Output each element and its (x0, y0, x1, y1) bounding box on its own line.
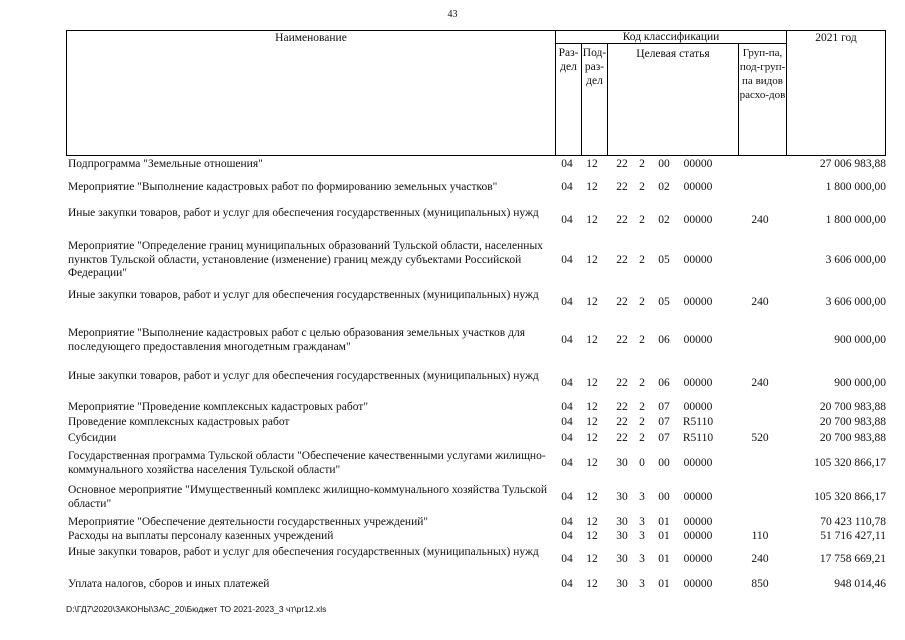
row-code-v: 110 (751, 530, 769, 542)
row-name: Мероприятие "Выполнение кадастровых работ с целью образования земельных участков для последующего предоставления многодетным гражданам" (68, 327, 525, 353)
row-code-c2: 2 (639, 334, 645, 346)
row-code-c3: 00 (658, 457, 670, 469)
table-row (68, 207, 886, 235)
row-code-p: 12 (586, 334, 598, 346)
row-code-c1: 22 (616, 181, 628, 193)
row-name: Подпрограмма "Земельные отношения" (68, 158, 263, 170)
row-code-c4: R5110 (682, 416, 714, 428)
row-code-r: 04 (561, 296, 573, 308)
table-row (68, 240, 886, 282)
row-code-r: 04 (561, 214, 573, 226)
row-name: Субсидии (68, 432, 117, 444)
table-row (68, 432, 886, 446)
row-code-c3: 07 (658, 416, 670, 428)
row-code-r: 04 (561, 416, 573, 428)
row-code-c1: 22 (616, 334, 628, 346)
row-name: Мероприятие "Выполнение кадастровых работ по формированию земельных участков" (68, 181, 498, 193)
row-code-v: 240 (751, 553, 769, 565)
row-code-r: 04 (561, 578, 573, 590)
row-code-c3: 02 (658, 214, 670, 226)
row-code-r: 04 (561, 401, 573, 413)
row-code-c1: 22 (616, 214, 628, 226)
row-code-c3: 00 (658, 158, 670, 170)
row-amount: 105 320 866,17 (814, 491, 886, 503)
row-name: Уплата налогов, сборов и иных платежей (68, 578, 270, 590)
row-code-c3: 07 (658, 432, 670, 444)
row-amount: 948 014,46 (834, 578, 886, 590)
row-code-c3: 05 (658, 296, 670, 308)
header-name: Наименование (275, 32, 347, 44)
row-code-c1: 22 (616, 254, 628, 266)
row-code-c1: 22 (616, 416, 628, 428)
page-number: 43 (447, 9, 458, 20)
row-code-p: 12 (586, 491, 598, 503)
row-code-c4: 00000 (683, 254, 713, 266)
table-row (68, 516, 886, 530)
row-code-p: 12 (586, 553, 598, 565)
row-code-c1: 22 (616, 296, 628, 308)
row-code-c2: 2 (639, 214, 645, 226)
header-code: Код классификации (622, 31, 720, 43)
row-code-c3: 01 (658, 530, 670, 542)
header-year: 2021 год (815, 32, 857, 44)
row-code-p: 12 (586, 578, 598, 590)
row-code-c4: 00000 (683, 181, 713, 193)
table-row (68, 327, 886, 355)
row-amount: 1 800 000,00 (825, 181, 886, 193)
row-code-v: 240 (751, 296, 769, 308)
header-gruppa: Груп-па, под-груп-па видов расхо-дов (739, 47, 786, 101)
row-code-c4: 00000 (683, 530, 713, 542)
row-code-c4: 00000 (683, 457, 713, 469)
row-code-c4: 00000 (683, 296, 713, 308)
table-row (68, 546, 886, 574)
row-code-p: 12 (586, 432, 598, 444)
row-code-c2: 2 (639, 181, 645, 193)
table-row (68, 578, 886, 592)
table-row (68, 370, 886, 398)
row-code-c3: 06 (658, 377, 670, 389)
row-code-c4: 00000 (683, 401, 713, 413)
row-code-c3: 05 (658, 254, 670, 266)
row-code-c4: 00000 (683, 578, 713, 590)
row-code-c2: 2 (639, 254, 645, 266)
row-code-c1: 30 (616, 553, 628, 565)
row-code-c4: 00000 (683, 334, 713, 346)
table-row (68, 416, 886, 430)
row-code-c2: 2 (639, 416, 645, 428)
row-code-c2: 2 (639, 432, 645, 444)
row-code-p: 12 (586, 401, 598, 413)
row-amount: 27 006 983,88 (819, 158, 886, 170)
row-code-r: 04 (561, 334, 573, 346)
row-code-r: 04 (561, 491, 573, 503)
header-podrazdel: Под-раз-дел (582, 47, 607, 87)
row-code-c1: 30 (616, 491, 628, 503)
header-name-cell (66, 30, 556, 156)
file-path-footer: D:\ГД7\2020\ЗАКОНЫ\ЗАС_20\Бюджет ТО 2021-2023_3 чт\pr12.xls (66, 604, 327, 614)
row-amount: 105 320 866,17 (814, 457, 886, 469)
row-code-c3: 00 (658, 491, 670, 503)
row-code-p: 12 (586, 158, 598, 170)
row-code-c3: 06 (658, 334, 670, 346)
row-name: Иные закупки товаров, работ и услуг для обеспечения государственных (муниципальных) нужд (68, 370, 539, 382)
table-row (68, 484, 886, 512)
row-name: Мероприятие "Определение границ муниципальных образований Тульской области, населенных пунктов Тульской области, установление (изменение) границ между субъектами Российской Федерации" (68, 240, 543, 279)
row-name: Иные закупки товаров, работ и услуг для обеспечения государственных (муниципальных) нужд (68, 289, 539, 301)
row-code-r: 04 (561, 516, 573, 528)
table-row (68, 181, 886, 195)
row-amount: 1 800 000,00 (825, 214, 886, 226)
row-code-c4: 00000 (683, 553, 713, 565)
row-code-c2: 3 (639, 516, 645, 528)
row-code-c4: 00000 (683, 516, 713, 528)
row-code-c1: 22 (616, 158, 628, 170)
row-code-c2: 2 (639, 296, 645, 308)
row-name: Расходы на выплаты персоналу казенных учреждений (68, 530, 334, 542)
row-code-c3: 01 (658, 516, 670, 528)
row-code-v: 520 (751, 432, 769, 444)
row-amount: 3 606 000,00 (825, 296, 886, 308)
row-code-r: 04 (561, 553, 573, 565)
row-code-c2: 2 (639, 158, 645, 170)
row-code-c1: 22 (616, 401, 628, 413)
row-code-c1: 22 (616, 377, 628, 389)
row-code-v: 240 (751, 214, 769, 226)
row-amount: 20 700 983,88 (819, 401, 886, 413)
row-code-c4: 00000 (683, 214, 713, 226)
row-code-c1: 22 (616, 432, 628, 444)
row-code-c2: 2 (639, 377, 645, 389)
row-code-r: 04 (561, 432, 573, 444)
row-code-c3: 01 (658, 578, 670, 590)
row-code-c2: 3 (639, 578, 645, 590)
row-code-p: 12 (586, 181, 598, 193)
row-amount: 20 700 983,88 (819, 416, 886, 428)
row-amount: 900 000,00 (834, 334, 886, 346)
row-code-r: 04 (561, 377, 573, 389)
row-code-c1: 30 (616, 457, 628, 469)
row-name: Мероприятие "Обеспечение деятельности государственных учреждений" (68, 516, 429, 528)
row-code-p: 12 (586, 377, 598, 389)
header-razdel: Раз-дел (558, 47, 579, 73)
row-name: Иные закупки товаров, работ и услуг для обеспечения государственных (муниципальных) нужд (68, 207, 539, 219)
table-row (68, 401, 886, 415)
row-code-p: 12 (586, 530, 598, 542)
row-code-r: 04 (561, 158, 573, 170)
row-amount: 70 423 110,78 (820, 516, 886, 528)
table-row (68, 530, 886, 544)
row-code-p: 12 (586, 296, 598, 308)
row-code-v: 850 (751, 578, 769, 590)
row-code-p: 12 (586, 457, 598, 469)
table-row (68, 158, 886, 172)
header-year-cell (786, 30, 886, 156)
row-code-c3: 02 (658, 181, 670, 193)
row-code-p: 12 (586, 516, 598, 528)
row-code-v: 240 (751, 377, 769, 389)
row-amount: 900 000,00 (834, 377, 886, 389)
row-code-c4: 00000 (683, 491, 713, 503)
row-code-r: 04 (561, 254, 573, 266)
row-name: Иные закупки товаров, работ и услуг для обеспечения государственных (муниципальных) нужд (68, 546, 539, 558)
row-code-p: 12 (586, 416, 598, 428)
row-amount: 3 606 000,00 (825, 254, 886, 266)
row-code-p: 12 (586, 254, 598, 266)
row-code-c2: 0 (639, 457, 645, 469)
row-code-c4: R5110 (682, 432, 714, 444)
row-code-c3: 07 (658, 401, 670, 413)
row-code-c2: 3 (639, 491, 645, 503)
table-row (68, 289, 886, 317)
row-name: Основное мероприятие "Имущественный комплекс жилищно-коммунального хозяйства Тульской области" (68, 484, 548, 510)
row-code-c2: 2 (639, 401, 645, 413)
row-code-r: 04 (561, 181, 573, 193)
row-code-c2: 3 (639, 530, 645, 542)
row-code-p: 12 (586, 214, 598, 226)
row-amount: 51 716 427,11 (820, 530, 886, 542)
row-name: Проведение комплексных кадастровых работ (68, 416, 290, 428)
row-amount: 17 758 669,21 (819, 553, 886, 565)
row-code-r: 04 (561, 457, 573, 469)
row-code-c4: 00000 (683, 158, 713, 170)
row-amount: 20 700 983,88 (819, 432, 886, 444)
row-code-c1: 30 (616, 516, 628, 528)
header-celevaya: Целевая статья (636, 48, 710, 60)
table-row (68, 450, 886, 478)
row-code-c2: 3 (639, 553, 645, 565)
row-code-r: 04 (561, 530, 573, 542)
row-code-c4: 00000 (683, 377, 713, 389)
row-code-c1: 30 (616, 578, 628, 590)
row-name: Мероприятие "Проведение комплексных кадастровых работ" (68, 401, 369, 413)
row-code-c1: 30 (616, 530, 628, 542)
row-name: Государственная программа Тульской области "Обеспечение качественными услугами жилищно-коммунального хозяйства населения Тульской области" (68, 450, 546, 476)
row-code-c3: 01 (658, 553, 670, 565)
